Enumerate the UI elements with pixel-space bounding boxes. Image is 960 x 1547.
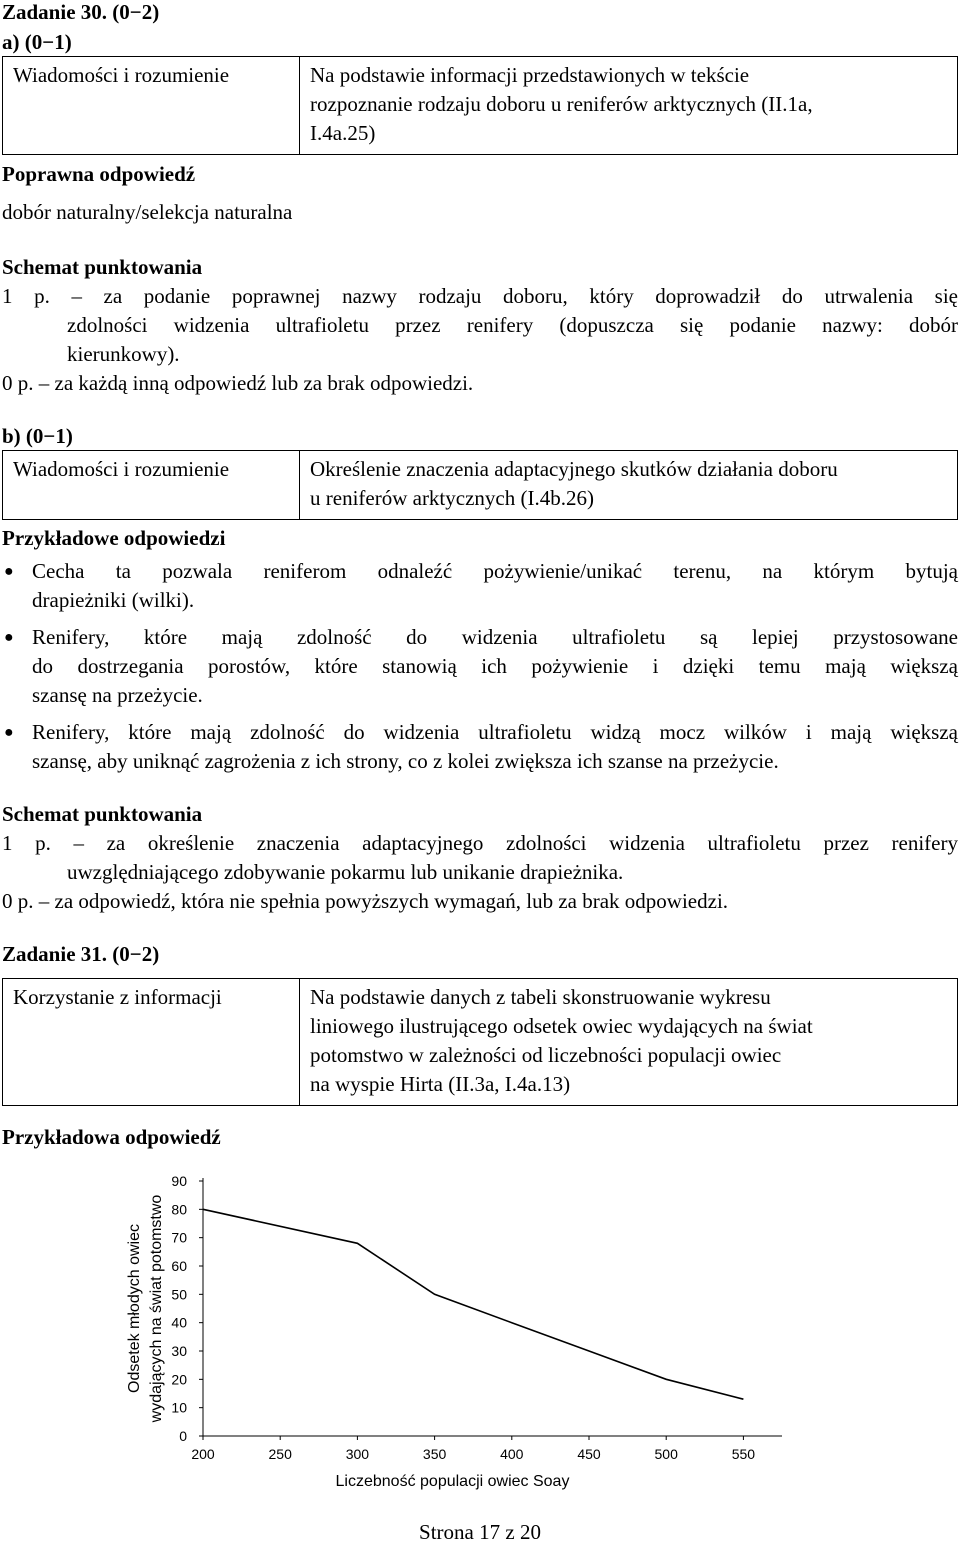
part-a-requirement-line: I.4a.25) bbox=[310, 121, 376, 145]
x-tick-label: 200 bbox=[191, 1446, 215, 1462]
x-axis-ticks bbox=[191, 1436, 755, 1462]
part-a-score-1-line: 1 p. – za podanie poprawnej nazwy rodzaju doboru, który doprowadził do utrwalenia się bbox=[2, 284, 958, 308]
part-b-score-0: 0 p. – za odpowiedź, która nie spełnia powyższych wymagań, lub za brak odpowiedzi. bbox=[2, 889, 729, 913]
part-a-score-0: 0 p. – za każdą inną odpowiedź lub za brak odpowiedzi. bbox=[2, 371, 474, 395]
part-a-category: Wiadomości i rozumienie bbox=[3, 57, 300, 155]
part-a-score-1-line: kierunkowy). bbox=[67, 342, 180, 366]
example-answer-line: Renifery, które mają zdolność do widzenia ultrafioletu widzą mocz wilków i mają większą bbox=[32, 720, 958, 744]
example-answer-line: drapieżniki (wilki). bbox=[32, 588, 195, 612]
part-a-answer: dobór naturalny/selekcja naturalna bbox=[2, 200, 293, 224]
y-tick-label: 90 bbox=[171, 1173, 187, 1189]
example-answer-line: szansę na przeżycie. bbox=[32, 683, 203, 707]
part-b-scheme-heading: Schemat punktowania bbox=[2, 802, 203, 826]
part-a-requirement-line: rozpoznanie rodzaju doboru u reniferów arktycznych (II.1a, bbox=[310, 92, 813, 116]
example-answer-line: Cecha ta pozwala reniferom odnaleźć pożywienie/unikać terenu, na którym bytują bbox=[32, 559, 958, 583]
task-31-requirements-table bbox=[2, 978, 958, 1106]
task-31-requirement-line: liniowego ilustrującego odsetek owiec wydających na świat bbox=[310, 1014, 813, 1038]
task-31-category: Korzystanie z informacji bbox=[3, 979, 300, 1106]
part-b-score-1-line: uwzględniającego zdobywanie pokarmu lub unikanie drapieżnika. bbox=[67, 860, 624, 884]
y-axis-ticks bbox=[171, 1173, 203, 1444]
x-tick-label: 500 bbox=[654, 1446, 678, 1462]
y-tick-label: 0 bbox=[179, 1428, 187, 1444]
part-a-answer-heading: Poprawna odpowiedź bbox=[2, 162, 196, 186]
part-a-label: a) (0−1) bbox=[2, 30, 72, 54]
bullet-icon: ● bbox=[4, 629, 14, 646]
part-b-requirement bbox=[300, 451, 958, 520]
line-chart bbox=[0, 1160, 960, 1500]
y-tick-label: 10 bbox=[171, 1399, 187, 1416]
y-axis-label-line: Odsetek młodych owiec bbox=[126, 1224, 143, 1393]
x-tick-label: 550 bbox=[731, 1446, 756, 1462]
part-b-requirement-line: Określenie znaczenia adaptacyjnego skutków działania doboru bbox=[310, 457, 838, 481]
bullet-icon: ● bbox=[4, 724, 14, 741]
example-answer-line: szansę, aby uniknąć zagrożenia z ich strony, co z kolei zwiększa ich szanse na przeżycie. bbox=[32, 749, 779, 773]
part-b-requirement-line: u reniferów arktycznych (I.4b.26) bbox=[310, 486, 594, 510]
x-tick-label: 300 bbox=[345, 1446, 370, 1462]
bullet-icon: ● bbox=[4, 563, 14, 580]
part-a-requirement-line: Na podstawie informacji przedstawionych w tekście bbox=[310, 63, 750, 87]
part-b-label: b) (0−1) bbox=[2, 424, 73, 448]
y-tick-label: 20 bbox=[171, 1371, 187, 1388]
part-a-requirement bbox=[300, 57, 958, 155]
task-31-requirement-line: Na podstawie danych z tabeli skonstruowanie wykresu bbox=[310, 985, 771, 1009]
part-b-score-1-line: 1 p. – za określenie znaczenia adaptacyjnego zdolności widzenia ultrafioletu przez renifery bbox=[2, 831, 958, 855]
task-31-requirement-line: na wyspie Hirta (II.3a, I.4a.13) bbox=[310, 1072, 571, 1096]
task-30-title: Zadanie 30. (0−2) bbox=[2, 0, 160, 24]
y-tick-label: 80 bbox=[171, 1201, 187, 1218]
y-tick-label: 70 bbox=[171, 1229, 187, 1246]
task-31-example-heading: Przykładowa odpowiedź bbox=[2, 1125, 221, 1149]
x-tick-label: 250 bbox=[268, 1446, 292, 1462]
example-answer-line: do dostrzegania porostów, które stanowią ich pożywienie i dzięki temu mają większą bbox=[32, 654, 958, 678]
part-b-requirements-table bbox=[2, 450, 958, 520]
part-b-category: Wiadomości i rozumienie bbox=[3, 451, 300, 520]
data-series-line bbox=[203, 1209, 743, 1399]
part-a-score-1-line: zdolności widzenia ultrafioletu przez renifery (dopuszcza się podanie nazwy: dobór bbox=[67, 313, 958, 337]
task-31-requirement-line: potomstwo w zależności od liczebności populacji owiec bbox=[310, 1043, 782, 1067]
part-b-examples-heading: Przykładowe odpowiedzi bbox=[2, 526, 226, 550]
x-axis-label: Liczebność populacji owiec Soay bbox=[335, 1473, 570, 1490]
y-tick-label: 30 bbox=[171, 1343, 187, 1359]
task-31-requirement bbox=[300, 979, 958, 1106]
y-axis-label-line: wydających na świat potomstwo bbox=[148, 1194, 165, 1423]
x-tick-label: 450 bbox=[577, 1446, 601, 1462]
part-a-requirements-table bbox=[2, 56, 958, 155]
example-answer-line: Renifery, które mają zdolność do widzenia ultrafioletu są lepiej przystosowane bbox=[32, 625, 958, 649]
y-tick-label: 40 bbox=[171, 1314, 187, 1331]
y-tick-label: 50 bbox=[171, 1286, 187, 1303]
x-tick-label: 350 bbox=[422, 1446, 447, 1462]
part-a-scheme-heading: Schemat punktowania bbox=[2, 255, 203, 279]
chart-axes bbox=[203, 1178, 782, 1436]
y-tick-label: 60 bbox=[171, 1258, 187, 1274]
page-footer: Strona 17 z 20 bbox=[419, 1520, 541, 1544]
task-31-title: Zadanie 31. (0−2) bbox=[2, 942, 160, 966]
x-tick-label: 400 bbox=[500, 1446, 524, 1462]
